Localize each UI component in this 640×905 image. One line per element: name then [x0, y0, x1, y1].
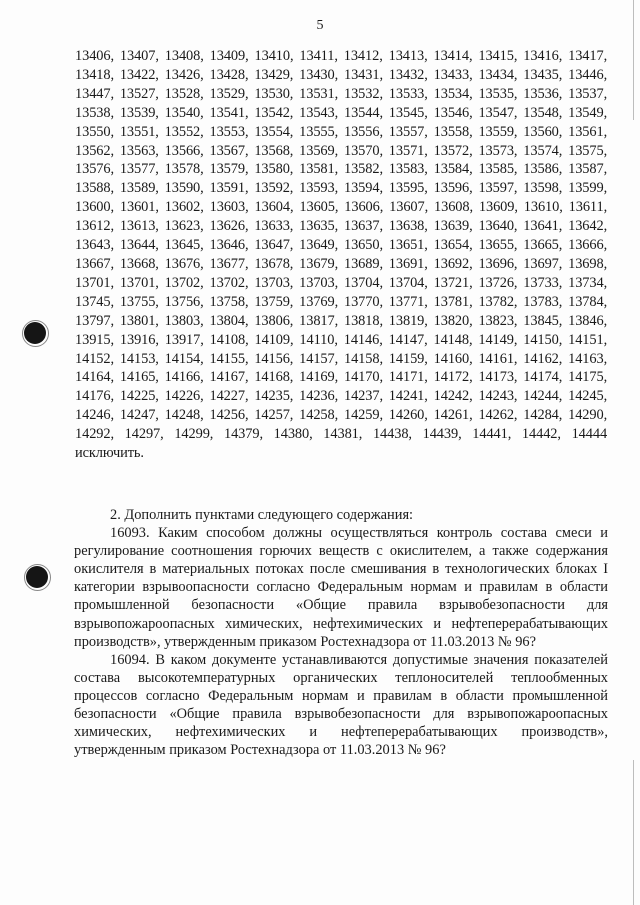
- list-number: 13408,: [164, 48, 204, 64]
- list-number: 13406,: [75, 48, 114, 64]
- list-number: 13781,: [433, 293, 473, 310]
- list-number: 13600,: [75, 199, 114, 216]
- punch-hole: [26, 566, 48, 588]
- list-number: 13543,: [299, 104, 339, 121]
- list-number: 13447,: [75, 85, 114, 102]
- list-number: 14284,: [523, 407, 563, 424]
- list-number: 13590,: [164, 180, 204, 197]
- list-number: 14247,: [119, 407, 159, 424]
- list-number: 13432,: [388, 66, 428, 83]
- list-number: 14167,: [209, 369, 249, 386]
- list-number: 13734,: [568, 274, 608, 291]
- list-number: 13561,: [568, 123, 608, 140]
- list-number: 13591,: [209, 180, 249, 197]
- list-number: 14108,: [209, 331, 249, 348]
- list-number: 13801,: [119, 312, 159, 329]
- list-number: 13588,: [75, 180, 114, 197]
- list-number: 14444: [571, 426, 608, 443]
- list-number: 13806,: [254, 312, 294, 329]
- list-number: 14149,: [478, 331, 518, 348]
- list-number: 13558,: [433, 123, 473, 140]
- list-number: 13411,: [299, 48, 338, 64]
- list-number: 13701,: [119, 274, 159, 291]
- list-number: 13783,: [523, 293, 563, 310]
- list-number: 13418,: [75, 66, 114, 83]
- list-number: 13759,: [254, 293, 294, 310]
- list-number: 13803,: [164, 312, 204, 329]
- list-number: 13804,: [209, 312, 249, 329]
- list-number: 13571,: [388, 142, 428, 159]
- list-number: 14163,: [568, 350, 608, 367]
- list-number: 13582,: [343, 161, 383, 178]
- list-number: 14153,: [119, 350, 159, 367]
- list-number: 13426,: [164, 66, 204, 83]
- list-number: 13554,: [254, 123, 294, 140]
- list-number: 13586,: [523, 161, 563, 178]
- list-number: 13692,: [433, 255, 473, 272]
- list-number: 14164,: [75, 369, 114, 386]
- list-number: 13606,: [344, 199, 384, 216]
- list-number: 13545,: [388, 104, 428, 121]
- list-number: 14262,: [478, 407, 518, 424]
- list-number: 13539,: [119, 104, 159, 121]
- list-number: 13431,: [343, 66, 383, 83]
- list-number: 13702,: [164, 274, 204, 291]
- list-number: 13585,: [478, 161, 518, 178]
- list-number: 14245,: [568, 388, 608, 405]
- list-number: 13557,: [388, 123, 428, 140]
- list-number: 13570,: [343, 142, 383, 159]
- list-number: 14175,: [568, 369, 608, 386]
- list-number: 13572,: [433, 142, 473, 159]
- list-number: 14166,: [164, 369, 204, 386]
- list-number: 13547,: [478, 104, 518, 121]
- list-number: 13769,: [299, 293, 339, 310]
- list-number: 13609,: [478, 199, 518, 216]
- list-number: 13567,: [209, 142, 249, 159]
- list-number: 14243,: [478, 388, 518, 405]
- list-number: 13633,: [254, 218, 294, 235]
- list-number: 13530,: [254, 85, 294, 102]
- list-number: 14154,: [164, 350, 204, 367]
- list-number: 13428,: [209, 66, 249, 83]
- list-number: 14148,: [433, 331, 473, 348]
- list-number: 14150,: [523, 331, 563, 348]
- list-number: 13643,: [75, 237, 114, 254]
- list-number: 14248,: [164, 407, 204, 424]
- list-number: 13666,: [568, 237, 608, 254]
- list-number: 14227,: [209, 388, 249, 405]
- list-number: 13546,: [433, 104, 473, 121]
- list-number: 13697,: [523, 255, 563, 272]
- list-number: 13640,: [478, 218, 518, 235]
- list-number: 13612,: [75, 218, 114, 235]
- list-number: 13677,: [209, 255, 249, 272]
- list-number: 13676,: [164, 255, 204, 272]
- list-number: 13596,: [433, 180, 473, 197]
- list-number: 13647,: [254, 237, 294, 254]
- punch-hole: [24, 322, 46, 344]
- list-number: 13704,: [388, 274, 428, 291]
- list-number: 14155,: [209, 350, 249, 367]
- list-number: 13623,: [164, 218, 204, 235]
- list-number: 13644,: [119, 237, 159, 254]
- excluded-numbers-list: [75, 47, 607, 463]
- list-number: 14165,: [119, 369, 159, 386]
- list-number: 14381,: [323, 426, 363, 443]
- list-number: 14297,: [124, 426, 164, 443]
- list-number: 14260,: [388, 407, 428, 424]
- list-number: 13691,: [388, 255, 428, 272]
- list-number: 13587,: [568, 161, 608, 178]
- list-number: 13649,: [299, 237, 339, 254]
- list-number: 14160,: [433, 350, 473, 367]
- list-number: 13638,: [388, 218, 428, 235]
- list-number: 13446,: [568, 66, 608, 83]
- list-number: 13534,: [433, 85, 473, 102]
- list-number: 13823,: [478, 312, 518, 329]
- list-number: 13527,: [119, 85, 159, 102]
- list-number: 13605,: [299, 199, 339, 216]
- list-number: 13552,: [164, 123, 204, 140]
- list-number: 13704,: [343, 274, 383, 291]
- list-number: 13578,: [164, 161, 204, 178]
- list-number: 14169,: [299, 369, 339, 386]
- list-number: 13538,: [75, 104, 114, 121]
- list-number: 13435,: [523, 66, 563, 83]
- list-number: 13528,: [164, 85, 204, 102]
- list-number: 13784,: [568, 293, 608, 310]
- question-16094: 16094. В каком документе устанавливаются допустимые значения показателей состава высокотемпературных органических теплоносителей теплообменных процессов согласно Федеральным нормам и правилам в области промышленной безопасности «Общие правила взрывобезопасности для взрывопожароопасных химических, нефтехимических и нефтеперерабатывающих производств», утвержденным приказом Ростехнадзора от 11.03.2013 № 96?: [74, 651, 608, 759]
- list-number: 14442,: [521, 426, 561, 443]
- list-number: 13417,: [568, 48, 608, 64]
- list-number: 14237,: [343, 388, 383, 405]
- section-heading: 2. Дополнить пунктами следующего содержания:: [110, 507, 414, 523]
- list-number: 14151,: [568, 331, 608, 348]
- list-number: 13422,: [119, 66, 159, 83]
- list-number: 13430,: [299, 66, 339, 83]
- list-number: 13611,: [568, 199, 608, 216]
- list-number: 14152,: [75, 350, 114, 367]
- list-number: 13556,: [343, 123, 383, 140]
- list-number: 14110,: [299, 331, 338, 348]
- list-number: 14258,: [299, 407, 339, 424]
- list-number: 14256,: [209, 407, 249, 424]
- list-number: 14299,: [174, 426, 214, 443]
- list-number: 13733,: [523, 274, 563, 291]
- list-number: 13703,: [254, 274, 294, 291]
- list-number: 13819,: [388, 312, 428, 329]
- list-number: 13665,: [523, 237, 563, 254]
- list-number: 14161,: [478, 350, 518, 367]
- list-number: 13413,: [388, 48, 428, 64]
- list-number: 14244,: [523, 388, 563, 405]
- list-number: 14241,: [388, 388, 428, 405]
- page-number: 5: [316, 18, 324, 33]
- list-number: 13845,: [523, 312, 563, 329]
- list-suffix: исключить.: [75, 445, 144, 462]
- list-number: 13577,: [119, 161, 159, 178]
- list-number: 13535,: [478, 85, 518, 102]
- list-number: 14176,: [75, 388, 114, 405]
- list-number: 13679,: [299, 255, 339, 272]
- list-number: 13782,: [478, 293, 518, 310]
- list-number: 13604,: [254, 199, 294, 216]
- list-number: 13917,: [164, 331, 204, 348]
- list-number: 13575,: [568, 142, 608, 159]
- list-number: 14146,: [343, 331, 383, 348]
- list-number: 13568,: [254, 142, 294, 159]
- list-number: 13560,: [523, 123, 563, 140]
- list-number: 13429,: [254, 66, 294, 83]
- list-number: 14172,: [433, 369, 473, 386]
- list-number: 13531,: [299, 85, 339, 102]
- list-number: 13702,: [209, 274, 249, 291]
- list-number: 14147,: [388, 331, 428, 348]
- list-number: 13544,: [343, 104, 383, 121]
- list-number: 13607,: [389, 199, 429, 216]
- list-number: 14171,: [388, 369, 428, 386]
- list-number: 14168,: [254, 369, 294, 386]
- list-number: 13646,: [209, 237, 249, 254]
- list-number: 13574,: [523, 142, 563, 159]
- list-number: 13581,: [299, 161, 339, 178]
- list-number: 13655,: [478, 237, 518, 254]
- list-number: 13532,: [343, 85, 383, 102]
- list-number: 13635,: [299, 218, 339, 235]
- list-number: 13745,: [75, 293, 114, 310]
- list-number: 13771,: [388, 293, 428, 310]
- list-number: 13550,: [75, 123, 114, 140]
- list-number: 14259,: [343, 407, 383, 424]
- list-number: 13573,: [478, 142, 518, 159]
- list-number: 13548,: [523, 104, 563, 121]
- list-number: 13576,: [75, 161, 114, 178]
- list-number: 13818,: [343, 312, 383, 329]
- list-number: 14242,: [433, 388, 473, 405]
- list-number: 13594,: [343, 180, 383, 197]
- list-number: 13407,: [119, 48, 159, 64]
- list-number: 13599,: [568, 180, 608, 197]
- list-number: 14379,: [223, 426, 263, 443]
- list-number: 14158,: [343, 350, 383, 367]
- scan-edge-line: [633, 0, 634, 120]
- list-number: 13817,: [299, 312, 339, 329]
- list-number: 13584,: [433, 161, 473, 178]
- list-number: 13597,: [478, 180, 518, 197]
- list-number: 13589,: [119, 180, 159, 197]
- list-number: 13696,: [478, 255, 518, 272]
- list-number: 13533,: [388, 85, 428, 102]
- list-number: 13409,: [209, 48, 249, 64]
- list-number: 13637,: [343, 218, 383, 235]
- list-number: 13726,: [478, 274, 518, 291]
- list-number: 13651,: [388, 237, 428, 254]
- list-number: 13416,: [523, 48, 563, 64]
- list-number: 13563,: [119, 142, 159, 159]
- list-number: 13650,: [343, 237, 383, 254]
- list-number: 13758,: [209, 293, 249, 310]
- list-number: 14439,: [422, 426, 462, 443]
- list-number: 14246,: [75, 407, 114, 424]
- list-number: 13553,: [209, 123, 249, 140]
- list-number: 13645,: [164, 237, 204, 254]
- list-number: 13566,: [164, 142, 204, 159]
- list-number: 13846,: [568, 312, 608, 329]
- list-number: 13668,: [119, 255, 159, 272]
- list-number: 13595,: [388, 180, 428, 197]
- list-number: 13678,: [254, 255, 294, 272]
- list-number: 14162,: [523, 350, 563, 367]
- list-number: 13639,: [433, 218, 473, 235]
- list-number: 14109,: [254, 331, 294, 348]
- list-number: 14290,: [568, 407, 608, 424]
- list-number: 13756,: [164, 293, 204, 310]
- list-number: 13667,: [75, 255, 114, 272]
- list-number: 13755,: [119, 293, 159, 310]
- list-number: 13642,: [568, 218, 608, 235]
- list-number: 13592,: [254, 180, 294, 197]
- list-number: 13549,: [568, 104, 608, 121]
- list-number: 13415,: [478, 48, 518, 64]
- list-number: 13529,: [209, 85, 249, 102]
- list-number: 13698,: [568, 255, 608, 272]
- list-number: 13412,: [343, 48, 383, 64]
- list-number: 13583,: [388, 161, 428, 178]
- amendment-section: [74, 506, 608, 759]
- list-number: 13703,: [299, 274, 339, 291]
- list-number: 13721,: [433, 274, 473, 291]
- list-number: 13551,: [119, 123, 159, 140]
- list-number: 13579,: [209, 161, 249, 178]
- list-number: 13410,: [254, 48, 294, 64]
- list-number: 14261,: [433, 407, 473, 424]
- list-number: 13613,: [119, 218, 159, 235]
- list-number: 14380,: [273, 426, 313, 443]
- question-16093: 16093. Каким способом должны осуществляться контроль состава смеси и регулирование соотношения горючих веществ с окислителем, а также содержания окислителя в материальных потоках после смешивания в технологических блоках I категории взрывоопасности согласно Федеральным нормам и правилам в области промышленной безопасности «Общие правила взрывобезопасности для взрывопожароопасных химических, нефтехимических и нефтеперерабатывающих производств», утвержденным приказом Ростехнадзора от 11.03.2013 № 96?: [74, 525, 608, 650]
- list-number: 13536,: [523, 85, 563, 102]
- list-number: 13654,: [433, 237, 473, 254]
- list-number: 13610,: [523, 199, 563, 216]
- list-number: 14159,: [388, 350, 428, 367]
- list-number: 14235,: [254, 388, 294, 405]
- list-number: 13555,: [299, 123, 339, 140]
- list-number: 13797,: [75, 312, 114, 329]
- list-number: 14156,: [254, 350, 294, 367]
- list-number: 14257,: [254, 407, 294, 424]
- list-number: 14438,: [372, 426, 412, 443]
- list-number: 13540,: [164, 104, 204, 121]
- list-number: 13601,: [119, 199, 159, 216]
- list-number: 14170,: [343, 369, 383, 386]
- list-number: 14292,: [75, 426, 114, 443]
- list-number: 13602,: [164, 199, 204, 216]
- list-number: 14225,: [119, 388, 159, 405]
- list-number: 13580,: [254, 161, 294, 178]
- list-number: 13542,: [254, 104, 294, 121]
- list-number: 13701,: [75, 274, 114, 291]
- list-number: 13598,: [523, 180, 563, 197]
- list-number: 13689,: [343, 255, 383, 272]
- list-number: 14157,: [299, 350, 339, 367]
- list-number: 13433,: [433, 66, 473, 83]
- list-number: 13603,: [209, 199, 249, 216]
- list-number: 13559,: [478, 123, 518, 140]
- list-number: 13537,: [568, 85, 608, 102]
- list-number: 14173,: [478, 369, 518, 386]
- list-number: 14174,: [523, 369, 563, 386]
- list-number: 14226,: [164, 388, 204, 405]
- list-number: 13916,: [119, 331, 159, 348]
- list-number: 14441,: [472, 426, 512, 443]
- list-number: 13593,: [299, 180, 339, 197]
- list-number: 14236,: [299, 388, 339, 405]
- list-number: 13915,: [75, 331, 114, 348]
- list-number: 13820,: [433, 312, 473, 329]
- list-number: 13569,: [299, 142, 339, 159]
- list-number: 13541,: [209, 104, 249, 121]
- list-number: 13770,: [343, 293, 383, 310]
- list-number: 13434,: [478, 66, 518, 83]
- list-number: 13626,: [209, 218, 249, 235]
- scan-edge-line: [633, 760, 634, 905]
- list-number: 13641,: [523, 218, 563, 235]
- list-number: 13608,: [434, 199, 473, 216]
- list-number: 13414,: [433, 48, 473, 64]
- list-number: 13562,: [75, 142, 114, 159]
